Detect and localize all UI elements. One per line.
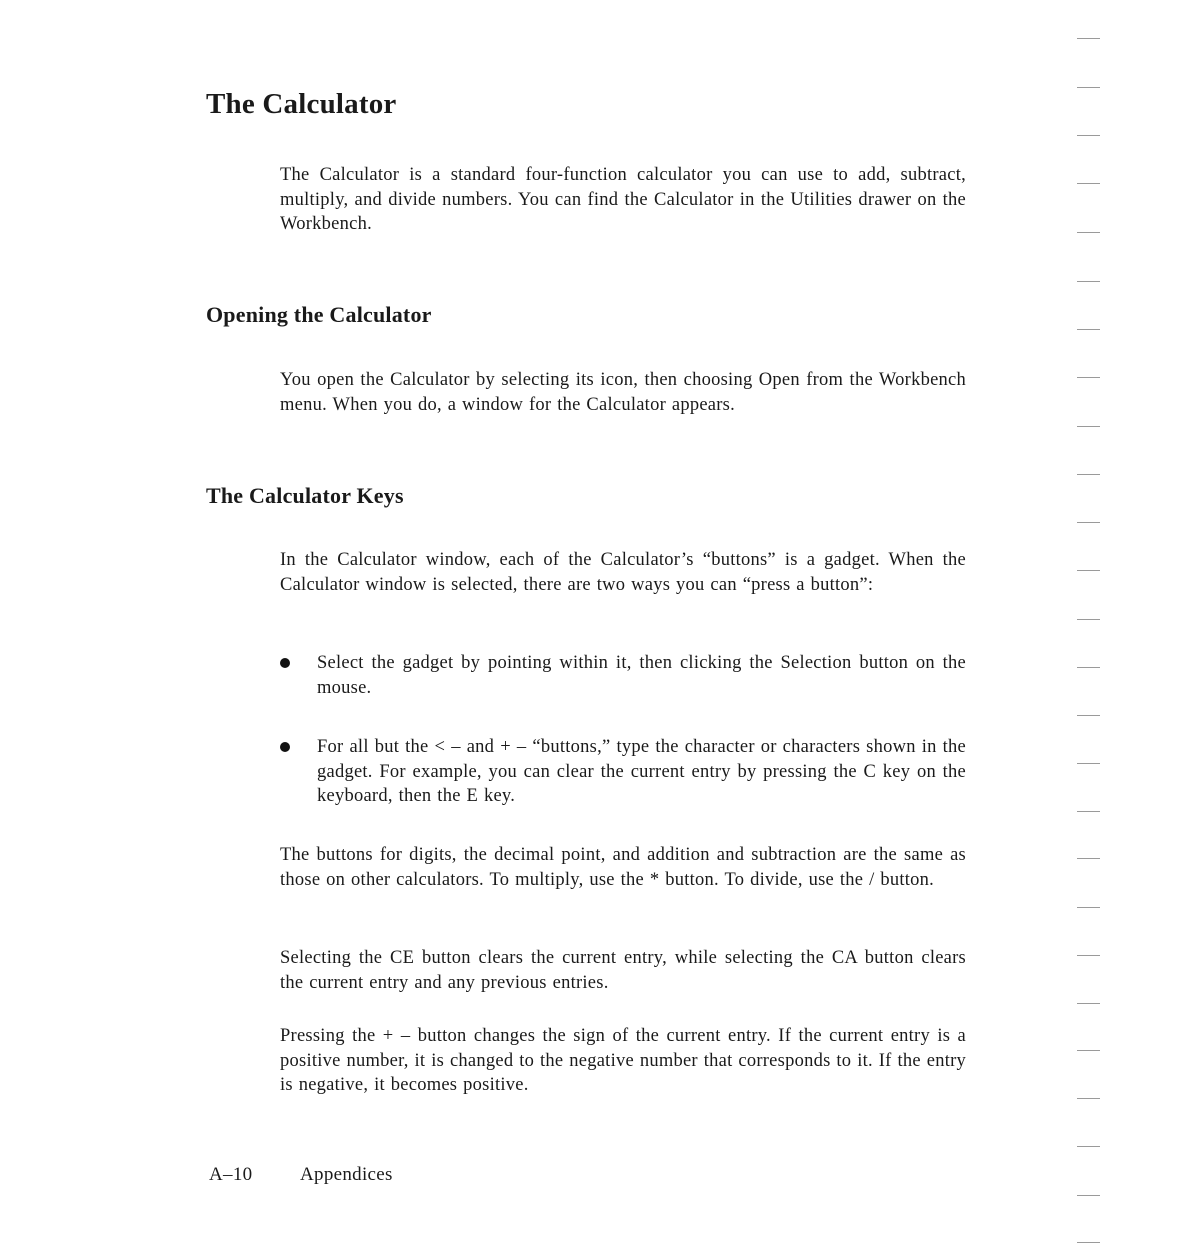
binding-mark (1077, 811, 1100, 812)
binding-mark (1077, 667, 1100, 668)
binding-mark (1077, 763, 1100, 764)
clear-paragraph: Selecting the CE button clears the current entry, while selecting the CA button clears the current entry and any previous entries. (280, 948, 966, 993)
binding-mark (1077, 1146, 1100, 1147)
binding-mark (1077, 87, 1100, 88)
intro-paragraph: The Calculator is a standard four-function calculator you can use to add, subtract, multiply, and divide numbers. You can find the Calculator in the Utilities drawer on the Workbench. (280, 165, 966, 234)
buttons-paragraph: The buttons for digits, the decimal point, and addition and subtraction are the same as those on other calculators. To multiply, use the * button. To divide, use the / button. (280, 845, 966, 890)
binding-mark (1077, 907, 1100, 908)
list-item-text: For all but the < – and + – “buttons,” type the character or characters shown in the gadget. For example, you can clear the current entry by pressing the C key on the keyboard, then the E key. (317, 737, 966, 806)
binding-mark (1077, 1050, 1100, 1051)
keys-paragraph: In the Calculator window, each of the Calculator’s “buttons” is a gadget. When the Calculator window is selected, there are two ways you can “press a button”: (280, 550, 966, 595)
binding-mark (1077, 183, 1100, 184)
section-heading-opening: Opening the Calculator (206, 302, 432, 327)
binding-mark (1077, 1242, 1100, 1243)
sign-paragraph: Pressing the + – button changes the sign of the current entry. If the current entry is a positive number, it is changed to the negative number that corresponds to it. If the entry is negative, it becomes positive. (280, 1026, 966, 1095)
binding-mark (1077, 570, 1100, 571)
binding-mark (1077, 232, 1100, 233)
footer-section: Appendices (300, 1164, 393, 1185)
list-item-text: Select the gadget by pointing within it, then clicking the Selection button on the mouse. (317, 653, 966, 698)
binding-mark (1077, 135, 1100, 136)
binding-mark (1077, 715, 1100, 716)
binding-mark (1077, 1003, 1100, 1004)
section-heading-keys: The Calculator Keys (206, 483, 404, 508)
bullet-icon (280, 742, 290, 752)
binding-mark (1077, 281, 1100, 282)
binding-mark (1077, 38, 1100, 39)
binding-mark (1077, 1195, 1100, 1196)
bullet-icon (280, 658, 290, 668)
binding-mark (1077, 426, 1100, 427)
binding-mark (1077, 474, 1100, 475)
binding-mark (1077, 522, 1100, 523)
page-title: The Calculator (206, 88, 397, 120)
binding-mark (1077, 955, 1100, 956)
binding-mark (1077, 858, 1100, 859)
binding-mark (1077, 619, 1100, 620)
binding-mark (1077, 1098, 1100, 1099)
binding-mark (1077, 329, 1100, 330)
binding-mark (1077, 377, 1100, 378)
opening-paragraph: You open the Calculator by selecting its icon, then choosing Open from the Workbench menu. When you do, a window for the Calculator appears. (280, 370, 966, 415)
page-number: A–10 (209, 1164, 253, 1185)
